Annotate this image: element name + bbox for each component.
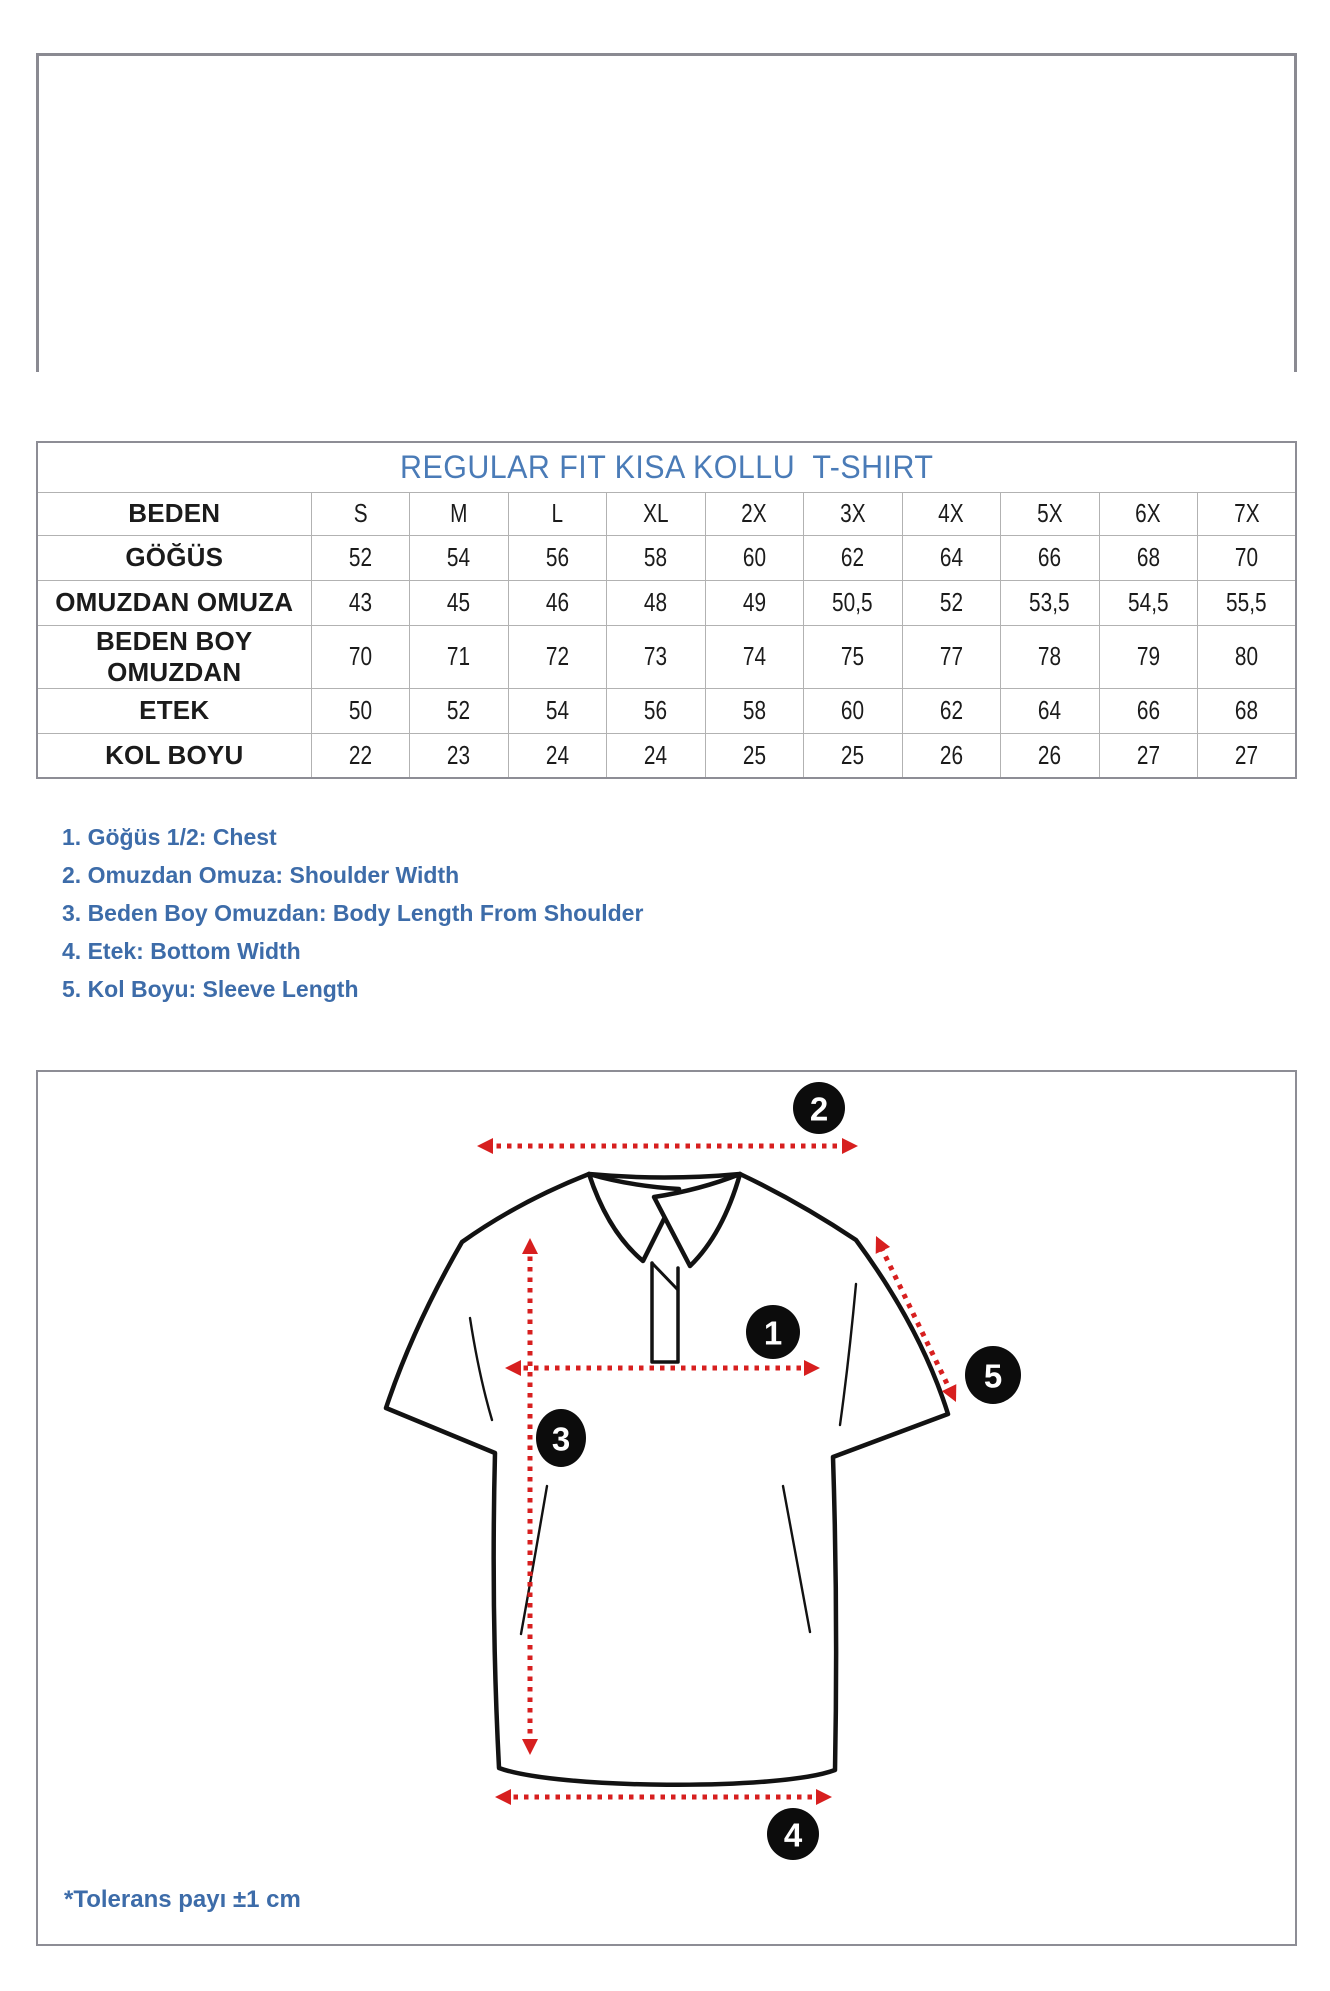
table-cell: 60 [705,535,804,580]
table-cell: 52 [311,535,410,580]
table-cell: 24 [607,733,706,778]
table-cell: 78 [1001,625,1100,688]
table-cell: 58 [607,535,706,580]
legend-item-2: 2. Omuzdan Omuza: Shoulder Width [62,862,460,888]
legend-item-3: 3. Beden Boy Omuzdan: Body Length From Shoulder [62,900,644,926]
row-label: OMUZDAN OMUZA [37,580,311,625]
table-cell: 26 [902,733,1001,778]
column-header: S [311,492,410,535]
table-cell: 50 [311,688,410,733]
table-cell: 60 [804,688,903,733]
table-cell: 66 [1001,535,1100,580]
table-row [37,733,1296,778]
table-cell: 64 [1001,688,1100,733]
size-chart-table [36,441,1297,779]
column-header: 7X [1198,492,1297,535]
table-cell: 77 [902,625,1001,688]
table-cell: 74 [705,625,804,688]
table-cell: 27 [1099,733,1198,778]
badge-1-label: 1 [763,1314,783,1352]
table-cell: 62 [902,688,1001,733]
table-cell: 58 [705,688,804,733]
table-cell: 22 [311,733,410,778]
table-cell: 46 [508,580,607,625]
tolerance-footnote: *Tolerans payı ±1 cm [64,1886,301,1913]
blank-logo-frame [36,53,1297,372]
table-cell: 72 [508,625,607,688]
column-header: 3X [804,492,903,535]
table-cell: 52 [410,688,509,733]
table-cell: 62 [804,535,903,580]
crease-line [521,1486,547,1634]
table-cell: 70 [1198,535,1297,580]
chart-title-cell [37,442,1296,492]
table-cell: 49 [705,580,804,625]
tshirt-measurement-diagram [36,1070,1297,1946]
badge-2-label: 2 [809,1090,829,1128]
table-cell: 50,5 [804,580,903,625]
placket-fold [652,1263,678,1290]
table-row [37,580,1296,625]
table-header-row [37,492,1296,535]
column-header: 6X [1099,492,1198,535]
table-cell: 52 [902,580,1001,625]
badge-3-label: 3 [551,1420,571,1458]
table-cell: 56 [508,535,607,580]
measurement-legend [62,826,643,1016]
legend-item-1: 1. Göğüs 1/2: Chest [62,824,277,850]
table-cell: 80 [1198,625,1297,688]
table-cell: 70 [311,625,410,688]
table-cell: 48 [607,580,706,625]
table-cell: 79 [1099,625,1198,688]
table-cell: 54,5 [1099,580,1198,625]
table-row [37,625,1296,688]
table-cell: 56 [607,688,706,733]
table-cell: 68 [1198,688,1297,733]
legend-item-4: 4. Etek: Bottom Width [62,938,301,964]
table-cell: 53,5 [1001,580,1100,625]
column-header: L [508,492,607,535]
table-cell: 24 [508,733,607,778]
table-cell: 43 [311,580,410,625]
table-cell: 23 [410,733,509,778]
table-cell: 54 [410,535,509,580]
badge-4 [767,1808,819,1860]
table-cell: 64 [902,535,1001,580]
row-label: GÖĞÜS [37,535,311,580]
crease-line [470,1318,492,1420]
collar-band [589,1174,740,1178]
table-row [37,535,1296,580]
table-title-row [37,442,1296,492]
badge-5-label: 5 [983,1357,1003,1395]
table-cell: 54 [508,688,607,733]
table-cell: 27 [1198,733,1297,778]
table-cell: 71 [410,625,509,688]
measurement-arrows [477,1138,956,1805]
crease-line [840,1284,856,1425]
table-cell: 68 [1099,535,1198,580]
table-cell: 26 [1001,733,1100,778]
column-header: XL [607,492,706,535]
legend-item-5: 5. Kol Boyu: Sleeve Length [62,976,359,1002]
arrow-sleeve-length [876,1236,957,1402]
row-label: KOL BOYU [37,733,311,778]
table-cell: 55,5 [1198,580,1297,625]
arrow-body-length [522,1238,538,1755]
crease-line [783,1486,810,1632]
column-header: 2X [705,492,804,535]
table-cell: 45 [410,580,509,625]
arrow-shoulder-width [477,1138,858,1154]
row-label: BEDEN BOY OMUZDAN [37,625,311,688]
table-cell: 73 [607,625,706,688]
row-header-label: BEDEN [37,492,311,535]
chart-title: REGULAR FIT KISA KOLLU T-SHIRT [399,448,934,485]
badge-5 [965,1346,1021,1404]
table-cell: 25 [705,733,804,778]
badge-4-label: 4 [783,1816,803,1854]
column-header: 4X [902,492,1001,535]
badge-1 [746,1305,800,1359]
column-header: M [410,492,509,535]
badge-3 [536,1409,586,1467]
column-header: 5X [1001,492,1100,535]
table-cell: 66 [1099,688,1198,733]
tshirt-drawing [386,1174,948,1785]
tshirt-body-outline [386,1174,948,1785]
table-cell: 25 [804,733,903,778]
badge-2 [793,1082,845,1134]
row-label: ETEK [37,688,311,733]
table-row [37,688,1296,733]
table-cell: 75 [804,625,903,688]
arrow-bottom-width [495,1789,832,1805]
